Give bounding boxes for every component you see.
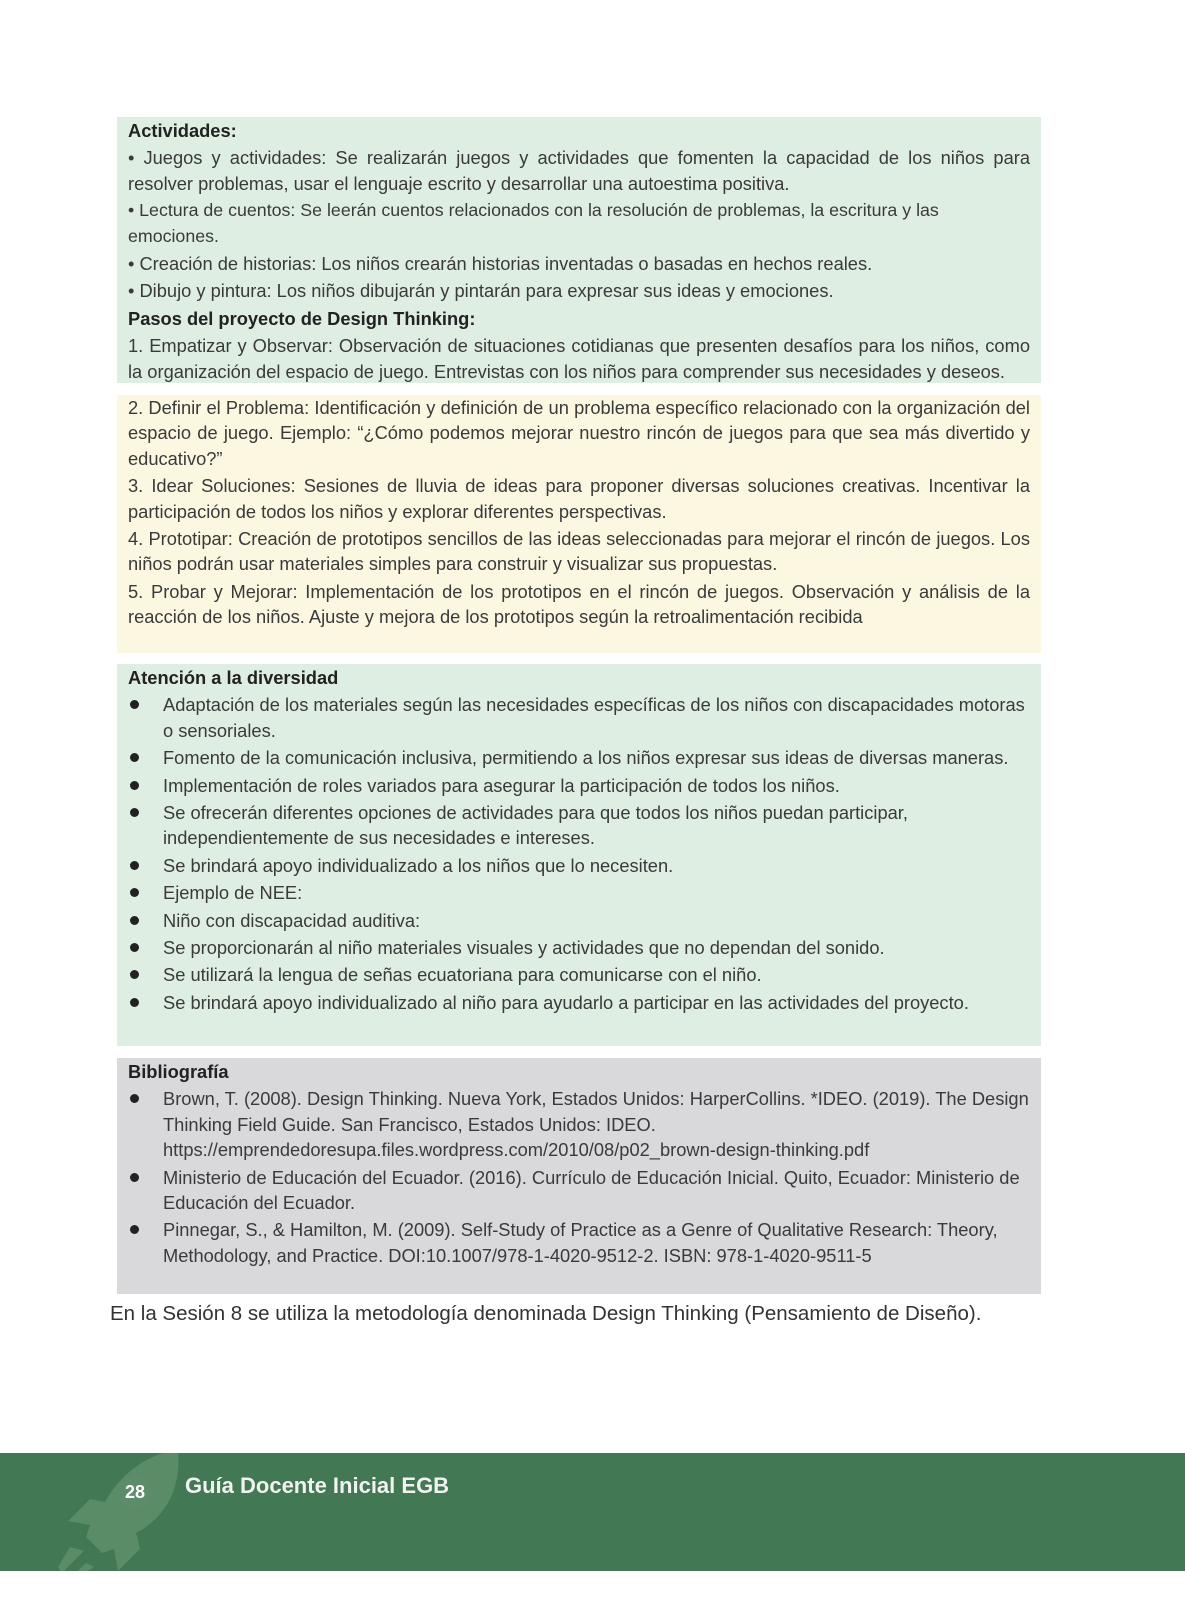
steps-heading: Pasos del proyecto de Design Thinking: bbox=[128, 307, 476, 329]
list-item: Se brindará apoyo individualizado a los niños que lo necesiten. bbox=[128, 853, 1030, 878]
activities-section bbox=[117, 117, 1041, 383]
rocket-icon bbox=[50, 1453, 190, 1571]
list-item: Implementación de roles variados para asegurar la participación de todos los niños. bbox=[128, 773, 1030, 798]
steps-section bbox=[117, 395, 1041, 653]
activities-heading: Actividades: bbox=[128, 120, 237, 141]
activity-item: • Creación de historias: Los niños crearán historias inventadas o basadas en hechos reales. bbox=[128, 251, 1030, 276]
activity-item: • Lectura de cuentos: Se leerán cuentos relacionados con la resolución de problemas, la escritura y las emociones. bbox=[128, 198, 1030, 249]
bibliography-heading: Bibliografía bbox=[128, 1061, 229, 1082]
list-item: Ejemplo de NEE: bbox=[128, 880, 1030, 905]
step-item: 1. Empatizar y Observar: Observación de situaciones cotidianas que presenten desafíos para los niños, como la organización del espacio de juego. Entrevistas con los niños para comprender sus necesidades y deseos. bbox=[128, 335, 1030, 382]
step-item: 2. Definir el Problema: Identificación y definición de un problema específico relacionado con la organización del espacio de juego. Ejemplo: “¿Cómo podemos mejorar nuestro rincón de juegos para que sea más divertido y educativo?” bbox=[128, 397, 1030, 469]
page-number: 28 bbox=[118, 1475, 152, 1509]
diversity-list bbox=[128, 692, 1030, 1015]
step-item: 5. Probar y Mejorar: Implementación de los prototipos en el rincón de juegos. Observación y análisis de la reacción de los niños. Ajuste y mejora de los prototipos según la retroalimentación recibida bbox=[128, 580, 1030, 628]
list-item: Se ofrecerán diferentes opciones de actividades para que todos los niños puedan participar, independientemente de sus necesidades e intereses. bbox=[128, 800, 1030, 851]
bibliography-section bbox=[117, 1058, 1041, 1294]
activity-item: • Juegos y actividades: Se realizarán juegos y actividades que fomenten la capacidad de los niños para resolver problemas, usar el lenguaje escrito y desarrollar una autoestima positiva. bbox=[128, 145, 1030, 196]
step-item: 4. Prototipar: Creación de prototipos sencillos de las ideas seleccionadas para mejorar el rincón de juegos. Los niños podrán usar materiales simples para construir y visualizar sus propuestas. bbox=[128, 528, 1030, 575]
list-item: Brown, T. (2008). Design Thinking. Nueva York, Estados Unidos: HarperCollins. *IDEO. (2019). The Design Thinking Field Guide. San Francisco, Estados Unidos: IDEO. https://emprendedoresupa.files.wordpress.com/2010/08/p02_brown-design-thinking.pdf bbox=[128, 1086, 1030, 1162]
list-item: Niño con discapacidad auditiva: bbox=[128, 908, 1030, 933]
list-item: Ministerio de Educación del Ecuador. (2016). Currículo de Educación Inicial. Quito, Ecuador: Ministerio de Educación del Ecuador. bbox=[128, 1165, 1030, 1216]
list-item: Pinnegar, S., & Hamilton, M. (2009). Self-Study of Practice as a Genre of Qualitative Research: Theory, Methodology, and Practice. DOI:10.1007/978-1-4020-9512-2. ISBN: 978-1-4020-9511-5 bbox=[128, 1217, 1030, 1268]
footer-title: Guía Docente Inicial EGB bbox=[185, 1473, 450, 1498]
step-item: 3. Idear Soluciones: Sesiones de lluvia de ideas para proponer diversas soluciones creativas. Incentivar la participación de todos los niños y explorar diferentes perspectivas. bbox=[128, 475, 1030, 522]
activity-item: • Dibujo y pintura: Los niños dibujarán y pintarán para expresar sus ideas y emociones. bbox=[128, 278, 1030, 303]
list-item: Se proporcionarán al niño materiales visuales y actividades que no dependan del sonido. bbox=[128, 935, 1030, 960]
list-item: Fomento de la comunicación inclusiva, permitiendo a los niños expresar sus ideas de diversas maneras. bbox=[128, 745, 1030, 770]
list-item: Adaptación de los materiales según las necesidades específicas de los niños con discapacidades motoras o sensoriales. bbox=[128, 692, 1030, 743]
bibliography-list bbox=[128, 1086, 1030, 1268]
list-item: Se brindará apoyo individualizado al niño para ayudarlo a participar en las actividades del proyecto. bbox=[128, 990, 1030, 1015]
page-footer bbox=[0, 1453, 1185, 1571]
diversity-section bbox=[117, 664, 1041, 1046]
list-item: Se utilizará la lengua de señas ecuatoriana para comunicarse con el niño. bbox=[128, 962, 1030, 987]
diversity-heading: Atención a la diversidad bbox=[128, 667, 339, 688]
closing-text: En la Sesión 8 se utiliza la metodología denominada Design Thinking (Pensamiento de Diseño). bbox=[110, 1302, 982, 1325]
